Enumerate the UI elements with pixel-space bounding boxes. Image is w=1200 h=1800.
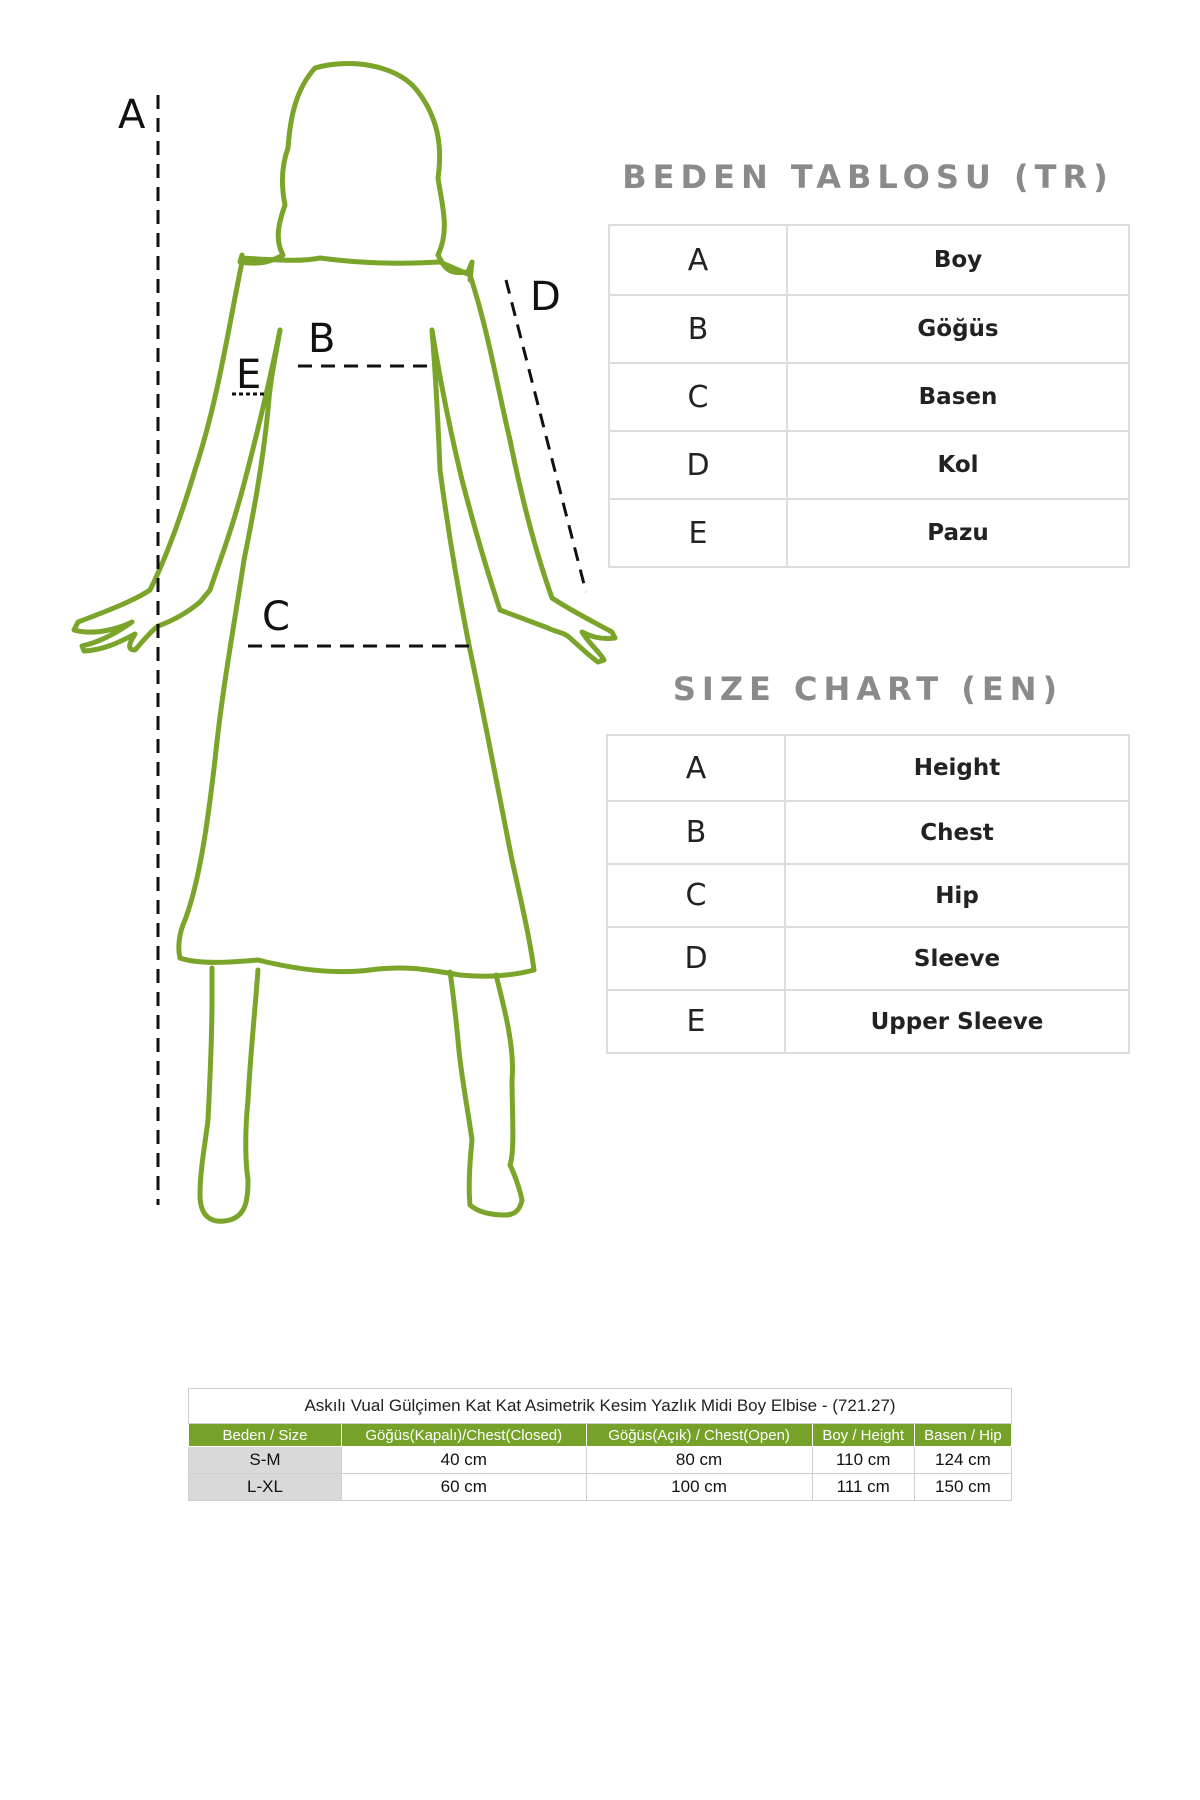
- header-chest-closed: Göğüs(Kapalı)/Chest(Closed): [342, 1424, 587, 1447]
- en-chart-title: SIZE CHART (EN): [672, 670, 1064, 708]
- label-e: E: [236, 352, 262, 398]
- header-height: Boy / Height: [812, 1424, 914, 1447]
- header-chest-open: Göğüs(Açık) / Chest(Open): [586, 1424, 812, 1447]
- en-row: E Upper Sleeve: [607, 990, 1129, 1053]
- tr-row: E Pazu: [609, 499, 1129, 567]
- table-row: L-XL 60 cm 100 cm 111 cm 150 cm: [189, 1474, 1012, 1501]
- size-table-caption: Askılı Vual Gülçimen Kat Kat Asimetrik Kesim Yazlık Midi Boy Elbise - (721.27): [189, 1389, 1012, 1424]
- table-row: S-M 40 cm 80 cm 110 cm 124 cm: [189, 1447, 1012, 1474]
- body-silhouette: [74, 64, 615, 1222]
- tr-row: B Göğüs: [609, 295, 1129, 363]
- label-a: A: [118, 92, 146, 138]
- size-table: [188, 1388, 1012, 1501]
- tr-row: C Basen: [609, 363, 1129, 431]
- label-c: C: [262, 594, 290, 640]
- tr-row: A Boy: [609, 225, 1129, 295]
- tr-row: D Kol: [609, 431, 1129, 499]
- en-chart-table: [606, 734, 1130, 1054]
- en-row: B Chest: [607, 801, 1129, 864]
- tr-chart-title: BEDEN TABLOSU (TR): [622, 158, 1114, 196]
- en-row: D Sleeve: [607, 927, 1129, 990]
- tr-chart-table: [608, 224, 1130, 568]
- header-size: Beden / Size: [189, 1424, 342, 1447]
- label-d: D: [530, 274, 561, 320]
- sleeve-line-d: [506, 280, 586, 592]
- en-row: C Hip: [607, 864, 1129, 927]
- en-row: A Height: [607, 735, 1129, 801]
- header-hip: Basen / Hip: [914, 1424, 1011, 1447]
- label-b: B: [308, 316, 336, 362]
